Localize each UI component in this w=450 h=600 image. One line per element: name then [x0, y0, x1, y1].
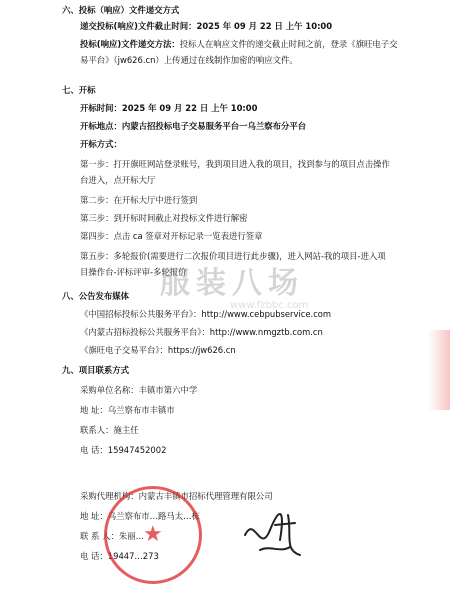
step-one: 第一步：打开旗旺网站登录账号，我到项目进入我的项目，找到参与的项目点击操作台进入，点开标大厅	[80, 159, 390, 185]
seal-star-icon: ★	[143, 522, 163, 547]
submission-method	[80, 36, 400, 68]
step-two: 第二步：在开标大厅中进行签到	[80, 195, 198, 205]
media-jw626: 《旗旺电子交易平台》：https://jw626.cn	[80, 345, 236, 355]
watermark-url: www.fzbbc.com	[230, 300, 309, 311]
agent-contact: 联 系 人：朱丽…	[80, 531, 144, 541]
opening-method: 开标方式：	[80, 139, 122, 149]
submission-method-label: 投标(响应)文件递交方法：	[80, 39, 180, 49]
media-nmgztb: 《内蒙古招标投标公共服务平台》：http://www.nmgztb.com.cn	[80, 327, 323, 337]
step-four: 第四步：点击 ca 签章对开标记录一览表进行签章	[80, 231, 263, 241]
agent-address: 地 址：乌兰察布市…路马太…栋	[80, 511, 200, 521]
opening-time: 开标时间：2025 年 09 月 22 日 上午 10:00	[80, 103, 258, 113]
step-three: 第三步：到开标时间截止对投标文件进行解密	[80, 213, 248, 223]
section-nine-title: 九、项目联系方式	[62, 365, 129, 375]
buyer-contact: 联系人：施主任	[80, 425, 139, 435]
buyer-unit: 采购单位名称：丰镇市第六中学	[80, 385, 198, 395]
submission-deadline: 递交投标(响应)文件截止时间：2025 年 09 月 22 日 上午 10:00	[80, 21, 333, 31]
buyer-phone: 电 话：15947452002	[80, 445, 167, 455]
section-six-title: 六、投标（响应）文件递交方式	[62, 5, 180, 15]
submission-method-text: 投标人在响应文件的递交截止时间之前，登录《旗旺电子交易平台》（jw626.cn）上传通过在线制作加密的响应文件。	[80, 39, 398, 65]
opening-place: 开标地点：内蒙古招投标电子交易服务平台一乌兰察布分平台	[80, 121, 307, 131]
watermark-text: 服装八场	[160, 266, 304, 301]
agent-phone: 电 话：19447…273	[80, 551, 159, 561]
media-cebpub: 《中国招标投标公共服务平台》：http://www.cebpubservice.com	[80, 309, 332, 319]
section-seven-title: 七、开标	[62, 85, 96, 95]
red-seal-stamp	[104, 486, 202, 584]
step-five: 第五步：多轮报价(需要进行二次报价项目进行此步骤)，进入网站-我的项目-进入项目操作台-评标评审-多轮报价	[80, 251, 386, 277]
section-eight-title: 八、公告发布媒体	[62, 291, 129, 301]
handwritten-signature	[240, 505, 310, 565]
agent-name: 采购代理机构：内蒙古丰镇市招标代理管理有限公司	[80, 491, 273, 501]
edge-seal-mark	[428, 330, 450, 410]
buyer-address: 地 址：乌兰察布市丰镇市	[80, 405, 175, 415]
